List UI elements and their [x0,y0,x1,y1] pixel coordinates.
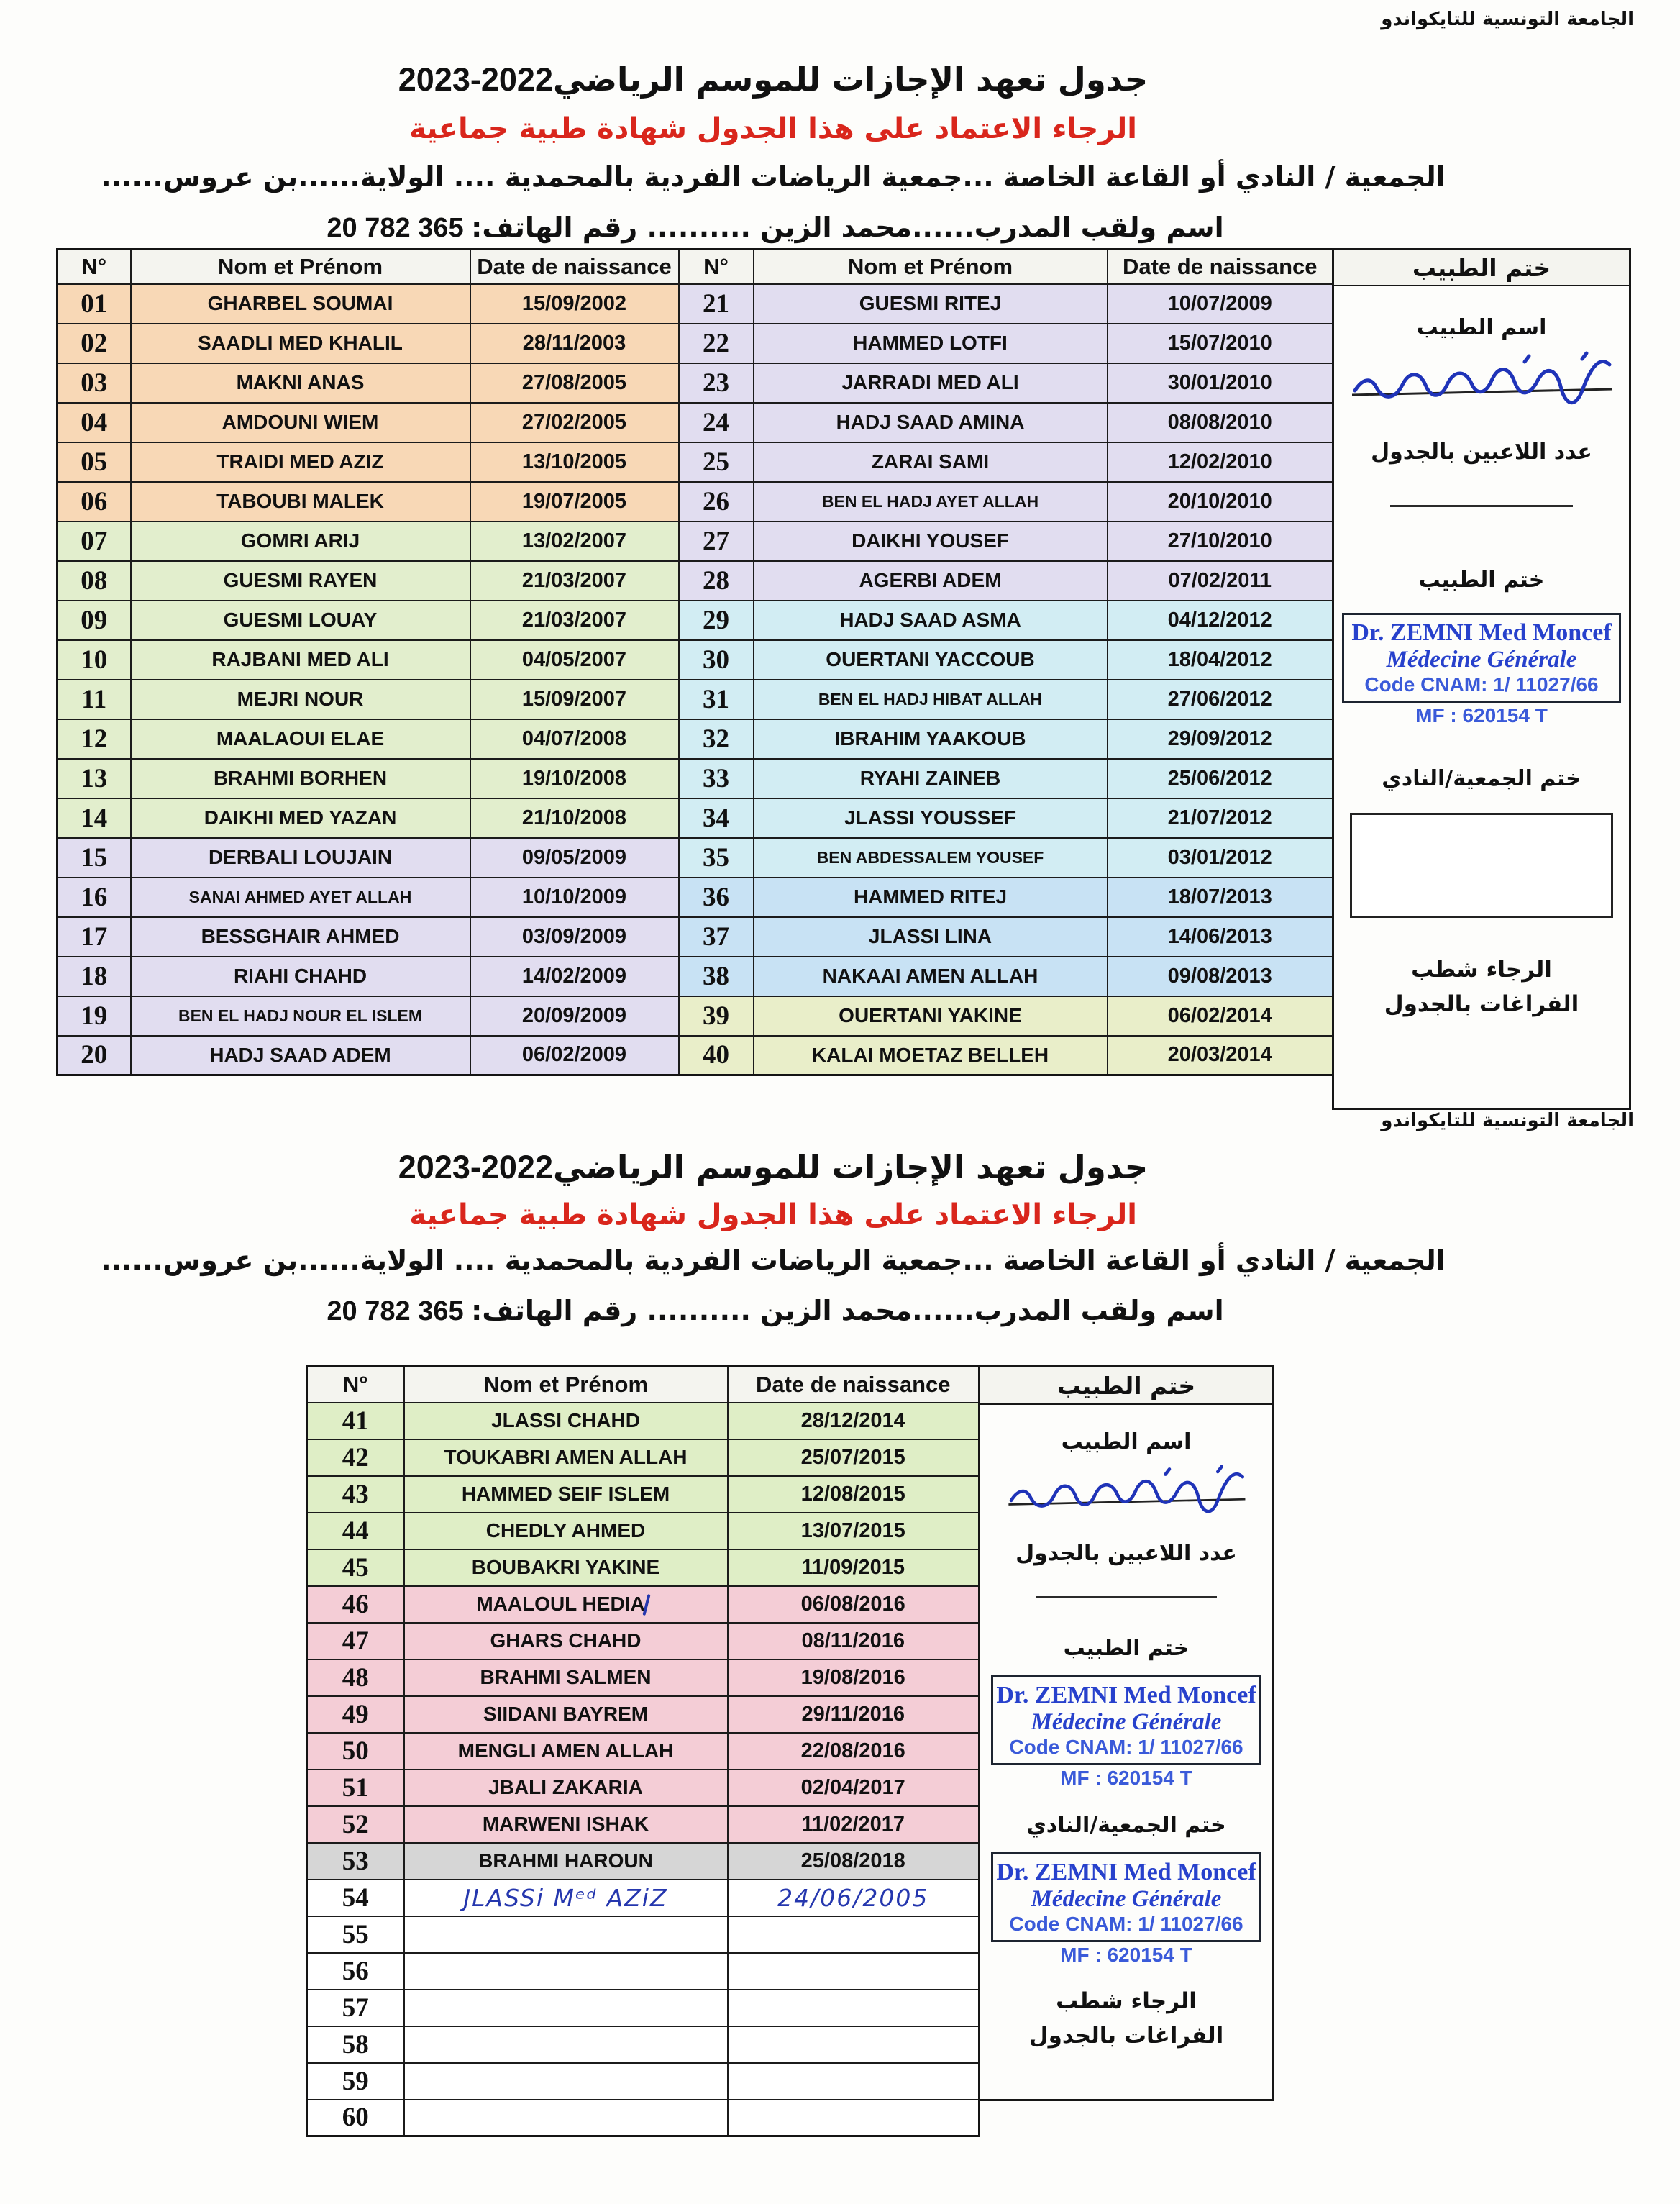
medical-certificate-note: الرجاء الاعتماد على هذا الجدول شهادة طبية جماعية [409,112,1137,145]
table-row [58,680,1333,719]
table-row [307,1623,980,1659]
birthdate-cell: 07/02/2011 [1108,561,1333,601]
doctor-name-label: اسم الطبيب [1416,315,1547,340]
birthdate-cell: 13/07/2015 [728,1513,980,1549]
row-number-cell: 53 [307,1843,404,1880]
table-row [307,1659,980,1696]
column-header-dob: Date de naissance [728,1367,980,1403]
row-number-cell: 51 [307,1770,404,1806]
birthdate-cell: 27/08/2005 [470,363,679,403]
player-name-cell: GOMRI ARIJ [131,522,470,561]
row-number-cell: 58 [307,2026,404,2063]
player-name-cell [404,2063,728,2100]
table-row [307,1770,980,1806]
doctor-stamp-mf: MF : 620154 T [1060,1767,1192,1789]
coach-line [0,211,1546,244]
birthdate-cell: 20/03/2014 [1108,1036,1333,1075]
player-name-cell: CHEDLY AHMED [404,1513,728,1549]
birthdate-cell: 28/12/2014 [728,1403,980,1439]
table-row [58,442,1333,482]
document-title [0,1148,1546,1186]
birthdate-cell: 21/07/2012 [1108,798,1333,838]
row-number-cell: 01 [58,284,131,324]
column-header-dob: Date de naissance [470,250,679,284]
table-header-row [58,250,1333,284]
players-table-1 [56,248,1334,1076]
player-name-cell: BEN EL HADJ AYET ALLAH [754,482,1108,522]
table-row [58,838,1333,878]
birthdate-cell: 13/10/2005 [470,442,679,482]
doctor-stamp-specialty: Médecine Générale [1386,647,1577,673]
doctor-stamp-mf: MF : 620154 T [1060,1944,1192,1966]
birthdate-cell: 19/08/2016 [728,1659,980,1696]
birthdate-cell: 15/09/2002 [470,284,679,324]
table-row [307,1439,980,1476]
row-number-cell: 40 [679,1036,754,1075]
birthdate-cell: 04/12/2012 [1108,601,1333,640]
column-header-name: Nom et Prénom [404,1367,728,1403]
row-number-cell: 32 [679,719,754,759]
player-name-cell: RYAHI ZAINEB [754,759,1108,798]
table-row [58,561,1333,601]
phone-number: 20 782 365 [327,213,464,243]
table-row [58,482,1333,522]
row-number-cell: 25 [679,442,754,482]
player-name-cell: KALAI MOETAZ BELLEH [754,1036,1108,1075]
table-row [58,798,1333,838]
player-name-cell: HAMMED RITEJ [754,878,1108,917]
birthdate-cell: 24/06/2005 [728,1880,980,1916]
player-name-cell: BRAHMI SALMEN [404,1659,728,1696]
table-row [307,1513,980,1549]
player-name-cell: BOUBAKRI YAKINE [404,1549,728,1586]
player-name-cell: HADJ SAAD ASMA [754,601,1108,640]
birthdate-cell: 18/04/2012 [1108,640,1333,680]
birthdate-cell: 02/04/2017 [728,1770,980,1806]
column-header-dob: Date de naissance [1108,250,1333,284]
birthdate-cell: 22/08/2016 [728,1733,980,1770]
club-line: الجمعية / النادي أو القاعة الخاصة ...جمعية الرياضات الفردية بالمحمدية .... الولاية......بن عروس...... [101,1244,1446,1276]
table-row [307,1696,980,1733]
table-row [58,324,1333,363]
player-name-cell: BRAHMI BORHEN [131,759,470,798]
player-name-cell: TRAIDI MED AZIZ [131,442,470,482]
player-name-cell: MAKNI ANAS [131,363,470,403]
player-name-cell: DAIKHI YOUSEF [754,522,1108,561]
player-name-cell: BRAHMI HAROUN [404,1843,728,1880]
table-row [58,640,1333,680]
federation-name: الجامعة التونسية للتايكواندو [1381,1110,1634,1131]
table-row [307,2063,980,2100]
table-row [307,1990,980,2026]
row-number-cell: 28 [679,561,754,601]
doctor-stamp-cnam: Code CNAM: 1/ 11027/66 [1009,1736,1243,1758]
table-row [307,1953,980,1990]
player-name-cell: GUESMI RAYEN [131,561,470,601]
row-number-cell: 13 [58,759,131,798]
birthdate-cell: 11/09/2015 [728,1549,980,1586]
birthdate-cell [728,1916,980,1953]
row-number-cell: 60 [307,2100,404,2136]
pen-mark [642,1594,650,1616]
doctor-signature [1345,343,1618,422]
row-number-cell: 48 [307,1659,404,1696]
table-row [307,1843,980,1880]
row-number-cell: 24 [679,403,754,442]
player-name-cell: OUERTANI YACCOUB [754,640,1108,680]
season-years: 2023-2022 [398,1149,553,1185]
birthdate-cell: 03/01/2012 [1108,838,1333,878]
player-name-cell: BESSGHAIR AHMED [131,917,470,957]
birthdate-cell: 10/07/2009 [1108,284,1333,324]
player-name-cell: BEN ABDESSALEM YOUSEF [754,838,1108,878]
club-stamp-box [1350,813,1614,918]
birthdate-cell: 06/02/2014 [1108,996,1333,1036]
player-name-cell: BEN EL HADJ HIBAT ALLAH [754,680,1108,719]
player-name-cell: JBALI ZAKARIA [404,1770,728,1806]
row-number-cell: 19 [58,996,131,1036]
table-row [307,1476,980,1513]
player-name-cell: TABOUBI MALEK [131,482,470,522]
player-name-cell: RIAHI CHAHD [131,957,470,996]
player-name-cell: AGERBI ADEM [754,561,1108,601]
doctor-stamp-name: Dr. ZEMNI Med Moncef [1351,619,1612,646]
row-number-cell: 09 [58,601,131,640]
table-row [307,2100,980,2136]
column-header-name: Nom et Prénom [754,250,1108,284]
player-name-cell: OUERTANI YAKINE [754,996,1108,1036]
birthdate-cell: 18/07/2013 [1108,878,1333,917]
player-name-cell: DERBALI LOUJAIN [131,838,470,878]
birthdate-cell: 21/03/2007 [470,561,679,601]
row-number-cell: 44 [307,1513,404,1549]
row-number-cell: 05 [58,442,131,482]
birthdate-cell: 19/10/2008 [470,759,679,798]
players-count-line [1390,505,1573,507]
birthdate-cell: 06/02/2009 [470,1036,679,1075]
birthdate-cell: 09/08/2013 [1108,957,1333,996]
coach-label: اسم ولقب المدرب......محمد الزين .......... رقم الهاتف: [471,1295,1224,1326]
player-name-cell: BEN EL HADJ NOUR EL ISLEM [131,996,470,1036]
doctor-stamp-specialty: Médecine Générale [1031,1886,1222,1912]
table-header-row [307,1367,980,1403]
table-row [307,1806,980,1843]
player-name-cell: MARWENI ISHAK [404,1806,728,1843]
row-number-cell: 37 [679,917,754,957]
phone-number: 20 782 365 [327,1296,464,1326]
player-name-cell: TOUKABRI AMEN ALLAH [404,1439,728,1476]
birthdate-cell: 27/10/2010 [1108,522,1333,561]
doctor-stamp-cnam: Code CNAM: 1/ 11027/66 [1009,1913,1243,1935]
row-number-cell: 23 [679,363,754,403]
doctor-stamp-panel-2 [978,1365,1274,2101]
table-row [307,1403,980,1439]
birthdate-cell: 28/11/2003 [470,324,679,363]
player-name-cell [404,1953,728,1990]
table-row [307,1549,980,1586]
birthdate-cell: 27/06/2012 [1108,680,1333,719]
table-row [307,1586,980,1623]
fill-note: الرجاء شطب الفراغات بالجدول [1384,957,1579,1018]
player-name-cell: NAKAAI AMEN ALLAH [754,957,1108,996]
row-number-cell: 36 [679,878,754,917]
row-number-cell: 46 [307,1586,404,1623]
player-name-cell: IBRAHIM YAAKOUB [754,719,1108,759]
players-count-label: عدد اللاعبين بالجدول [1371,440,1592,465]
birthdate-cell: 21/10/2008 [470,798,679,838]
doctor-stamp [1342,613,1620,703]
row-number-cell: 52 [307,1806,404,1843]
doctor-signature [993,1457,1259,1529]
column-header-num: N° [58,250,131,284]
doctor-stamp [991,1852,1261,1942]
row-number-cell: 54 [307,1880,404,1916]
table-row [307,2026,980,2063]
row-number-cell: 10 [58,640,131,680]
player-name-cell: JLASSI YOUSSEF [754,798,1108,838]
row-number-cell: 33 [679,759,754,798]
birthdate-cell: 04/05/2007 [470,640,679,680]
row-number-cell: 14 [58,798,131,838]
stamp-column-header: ختم الطبيب [980,1367,1272,1405]
player-name-cell: HAMMED LOTFI [754,324,1108,363]
row-number-cell: 43 [307,1476,404,1513]
player-name-cell: HADJ SAAD AMINA [754,403,1108,442]
player-name-cell: JLASSI CHAHD [404,1403,728,1439]
table-row [58,601,1333,640]
document-title-text: جدول تعهد الإجازات للموسم الرياضي [552,1148,1149,1186]
player-name-cell: RAJBANI MED ALI [131,640,470,680]
table-row [58,719,1333,759]
player-name-cell [404,1990,728,2026]
player-name-cell: GHARBEL SOUMAI [131,284,470,324]
fill-note: الرجاء شطب الفراغات بالجدول [1028,1988,1224,2049]
player-name-cell: MEJRI NOUR [131,680,470,719]
table-row [58,1036,1333,1075]
player-name-cell [404,2026,728,2063]
row-number-cell: 57 [307,1990,404,2026]
row-number-cell: 07 [58,522,131,561]
row-number-cell: 26 [679,482,754,522]
doctor-stamp-specialty: Médecine Générale [1031,1709,1222,1735]
row-number-cell: 22 [679,324,754,363]
birthdate-cell: 11/02/2017 [728,1806,980,1843]
player-name-cell: DAIKHI MED YAZAN [131,798,470,838]
birthdate-cell: 25/07/2015 [728,1439,980,1476]
row-number-cell: 45 [307,1549,404,1586]
row-number-cell: 21 [679,284,754,324]
stamp-column-header: ختم الطبيب [1334,250,1629,286]
club-stamp-label: ختم الجمعية/النادي [1026,1813,1226,1838]
row-number-cell: 11 [58,680,131,719]
club-stamp-label: ختم الجمعية/النادي [1382,766,1581,791]
row-number-cell: 47 [307,1623,404,1659]
birthdate-cell: 04/07/2008 [470,719,679,759]
row-number-cell: 20 [58,1036,131,1075]
birthdate-cell: 13/02/2007 [470,522,679,561]
player-name-cell: SIIDANI BAYREM [404,1696,728,1733]
doctor-stamp-name: Dr. ZEMNI Med Moncef [996,1682,1256,1708]
table-row [307,1880,980,1916]
row-number-cell: 27 [679,522,754,561]
birthdate-cell [728,2100,980,2136]
birthdate-cell: 29/11/2016 [728,1696,980,1733]
doctor-stamp-cnam: Code CNAM: 1/ 11027/66 [1364,673,1599,696]
players-count-label: عدد اللاعبين بالجدول [1015,1541,1237,1566]
birthdate-cell: 21/03/2007 [470,601,679,640]
row-number-cell: 50 [307,1733,404,1770]
player-name-cell: JARRADI MED ALI [754,363,1108,403]
birthdate-cell: 12/02/2010 [1108,442,1333,482]
row-number-cell: 30 [679,640,754,680]
birthdate-cell: 12/08/2015 [728,1476,980,1513]
row-number-cell: 38 [679,957,754,996]
row-number-cell: 29 [679,601,754,640]
player-name-cell: HAMMED SEIF ISLEM [404,1476,728,1513]
birthdate-cell: 30/01/2010 [1108,363,1333,403]
player-name-cell: SAADLI MED KHALIL [131,324,470,363]
birthdate-cell: 29/09/2012 [1108,719,1333,759]
birthdate-cell [728,1990,980,2026]
player-name-cell: MAALAOUI ELAE [131,719,470,759]
birthdate-cell: 09/05/2009 [470,838,679,878]
row-number-cell: 56 [307,1953,404,1990]
club-line: الجمعية / النادي أو القاعة الخاصة ...جمعية الرياضات الفردية بالمحمدية .... الولاية......بن عروس...... [101,161,1446,193]
row-number-cell: 08 [58,561,131,601]
birthdate-cell [728,1953,980,1990]
column-header-num: N° [307,1367,404,1403]
players-table-2 [306,1365,980,2137]
player-name-cell [404,1916,728,1953]
players-count-line [1036,1596,1217,1598]
player-name-cell: SANAI AHMED AYET ALLAH [131,878,470,917]
row-number-cell: 12 [58,719,131,759]
birthdate-cell: 15/09/2007 [470,680,679,719]
row-number-cell: 03 [58,363,131,403]
birthdate-cell: 08/11/2016 [728,1623,980,1659]
player-name-cell [404,2100,728,2136]
table-row [58,917,1333,957]
player-name-cell: JLASSi Mᵉᵈ AZiZ [404,1880,728,1916]
table-row [58,284,1333,324]
table-row [58,363,1333,403]
table-row [58,759,1333,798]
season-years: 2023-2022 [398,61,553,98]
row-number-cell: 31 [679,680,754,719]
coach-line [0,1295,1546,1327]
table-row [307,1733,980,1770]
document-title [0,60,1546,99]
row-number-cell: 49 [307,1696,404,1733]
row-number-cell: 18 [58,957,131,996]
birthdate-cell: 25/06/2012 [1108,759,1333,798]
document-title-text: جدول تعهد الإجازات للموسم الرياضي [552,60,1149,99]
row-number-cell: 35 [679,838,754,878]
row-number-cell: 06 [58,482,131,522]
doctor-stamp-name: Dr. ZEMNI Med Moncef [996,1859,1256,1885]
column-header-name: Nom et Prénom [131,250,470,284]
doctor-stamp-mf: MF : 620154 T [1415,704,1548,727]
doctor-stamp-label: ختم الطبيب [1063,1636,1190,1661]
table-row [307,1916,980,1953]
birthdate-cell [728,2026,980,2063]
table-row [58,522,1333,561]
row-number-cell: 17 [58,917,131,957]
column-header-num: N° [679,250,754,284]
birthdate-cell: 08/08/2010 [1108,403,1333,442]
player-name-cell: AMDOUNI WIEM [131,403,470,442]
birthdate-cell: 20/09/2009 [470,996,679,1036]
birthdate-cell: 06/08/2016 [728,1586,980,1623]
player-name-cell: HADJ SAAD ADEM [131,1036,470,1075]
birthdate-cell [728,2063,980,2100]
doctor-stamp [991,1675,1261,1765]
birthdate-cell: 20/10/2010 [1108,482,1333,522]
birthdate-cell: 15/07/2010 [1108,324,1333,363]
player-name-cell: GUESMI RITEJ [754,284,1108,324]
table-row [58,403,1333,442]
row-number-cell: 39 [679,996,754,1036]
birthdate-cell: 19/07/2005 [470,482,679,522]
table-row [58,878,1333,917]
row-number-cell: 02 [58,324,131,363]
player-name-cell: GUESMI LOUAY [131,601,470,640]
row-number-cell: 59 [307,2063,404,2100]
row-number-cell: 04 [58,403,131,442]
birthdate-cell: 14/02/2009 [470,957,679,996]
player-name-cell: MENGLI AMEN ALLAH [404,1733,728,1770]
table-row [58,996,1333,1036]
player-name-cell: JLASSI LINA [754,917,1108,957]
player-name-cell: ZARAI SAMI [754,442,1108,482]
birthdate-cell: 27/02/2005 [470,403,679,442]
birthdate-cell: 03/09/2009 [470,917,679,957]
player-name-cell: MAALOUL HEDIA [404,1586,728,1623]
doctor-name-label: اسم الطبيب [1061,1429,1192,1454]
birthdate-cell: 14/06/2013 [1108,917,1333,957]
birthdate-cell: 10/10/2009 [470,878,679,917]
coach-label: اسم ولقب المدرب......محمد الزين .......... رقم الهاتف: [471,211,1224,243]
row-number-cell: 34 [679,798,754,838]
player-name-cell: GHARS CHAHD [404,1623,728,1659]
birthdate-cell: 25/08/2018 [728,1843,980,1880]
row-number-cell: 16 [58,878,131,917]
doctor-stamp-label: ختم الطبيب [1418,568,1545,593]
row-number-cell: 55 [307,1916,404,1953]
doctor-stamp-panel-1 [1332,248,1631,1110]
row-number-cell: 42 [307,1439,404,1476]
row-number-cell: 41 [307,1403,404,1439]
table-row [58,957,1333,996]
federation-name: الجامعة التونسية للتايكواندو [1381,9,1634,30]
row-number-cell: 15 [58,838,131,878]
medical-certificate-note: الرجاء الاعتماد على هذا الجدول شهادة طبية جماعية [409,1198,1137,1231]
